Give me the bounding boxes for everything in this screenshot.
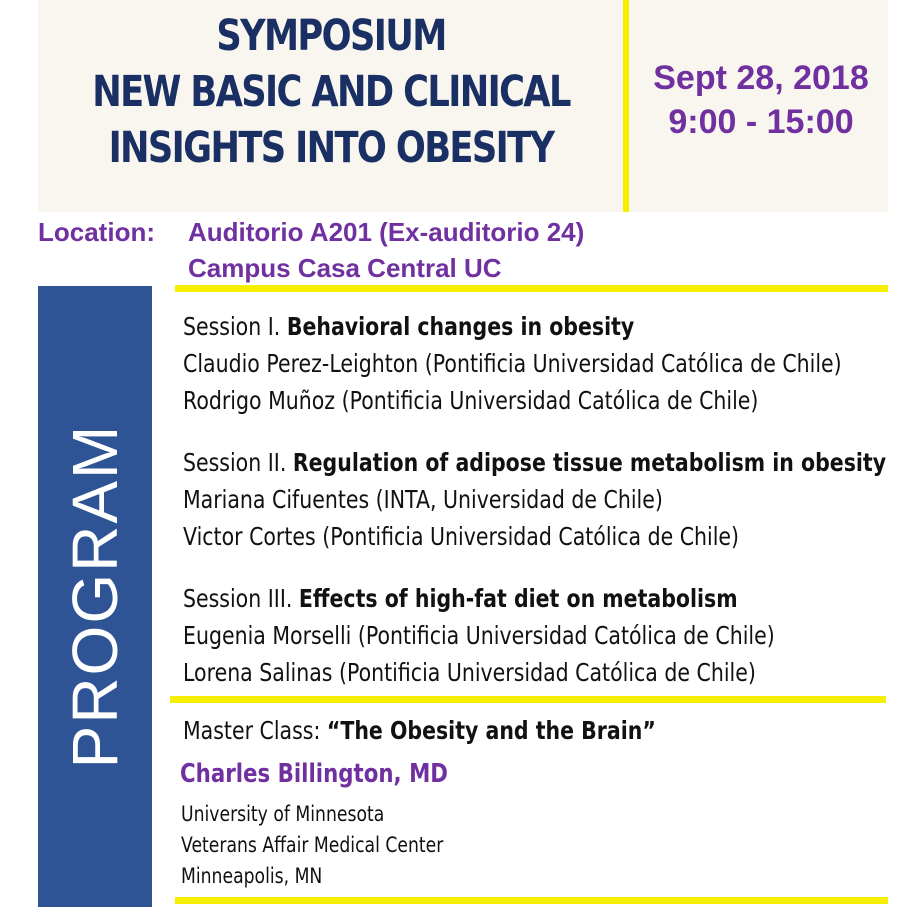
session-speaker: Victor Cortes (Pontificia Universidad Católica de Chile) <box>183 522 740 551</box>
session-speaker: Mariana Cifuentes (INTA, Universidad de Chile) <box>183 485 663 514</box>
divider-bottom <box>175 897 888 904</box>
title-line-3: INSIGHTS INTO OBESITY <box>108 123 554 173</box>
speaker-affiliations <box>181 799 501 892</box>
session-prefix: Session I. <box>183 312 287 341</box>
master-class-heading <box>183 712 757 749</box>
session-2 <box>183 444 887 555</box>
master-class-title: “The Obesity and the Brain” <box>326 716 656 745</box>
affiliation-line: Veterans Affair Medical Center <box>181 833 444 857</box>
location-venue: Auditorio A201 (Ex-auditorio 24) <box>188 217 585 247</box>
session-3 <box>183 580 883 691</box>
program-label: PROGRAM <box>59 423 131 769</box>
affiliation-line: Minneapolis, MN <box>181 864 323 888</box>
session-topic: Effects of high-fat diet on metabolism <box>298 584 738 613</box>
master-class-prefix: Master Class: <box>183 716 327 745</box>
session-prefix: Session III. <box>183 584 299 613</box>
event-date: Sept 28, 2018 <box>653 59 869 97</box>
divider-middle <box>170 696 886 703</box>
session-speaker: Eugenia Morselli (Pontificia Universidad Católica de Chile) <box>183 621 775 650</box>
event-datetime <box>634 56 888 144</box>
master-class <box>183 712 883 749</box>
location-label: Location: <box>38 217 155 247</box>
session-topic: Behavioral changes in obesity <box>286 312 635 341</box>
header-divider <box>623 0 629 212</box>
title-line-1: SYMPOSIUM <box>216 11 446 61</box>
session-heading <box>183 444 887 481</box>
event-time: 9:00 - 15:00 <box>668 103 854 141</box>
session-heading <box>183 580 757 617</box>
location-campus: Campus Casa Central UC <box>188 253 502 283</box>
session-1 <box>183 308 883 419</box>
symposium-title <box>91 8 572 176</box>
session-prefix: Session II. <box>183 448 293 477</box>
session-speaker: Rodrigo Muñoz (Pontificia Universidad Católica de Chile) <box>183 386 759 415</box>
session-heading <box>183 308 757 345</box>
session-speaker: Lorena Salinas (Pontificia Universidad Católica de Chile) <box>183 658 756 687</box>
affiliation-line: University of Minnesota <box>181 802 385 826</box>
master-class-speaker: Charles Billington, MD <box>180 759 448 789</box>
session-topic: Regulation of adipose tissue metabolism in obesity <box>292 448 887 477</box>
title-line-2: NEW BASIC AND CLINICAL <box>92 67 570 117</box>
divider-top <box>175 285 888 292</box>
session-speaker: Claudio Perez-Leighton (Pontificia Universidad Católica de Chile) <box>183 349 842 378</box>
